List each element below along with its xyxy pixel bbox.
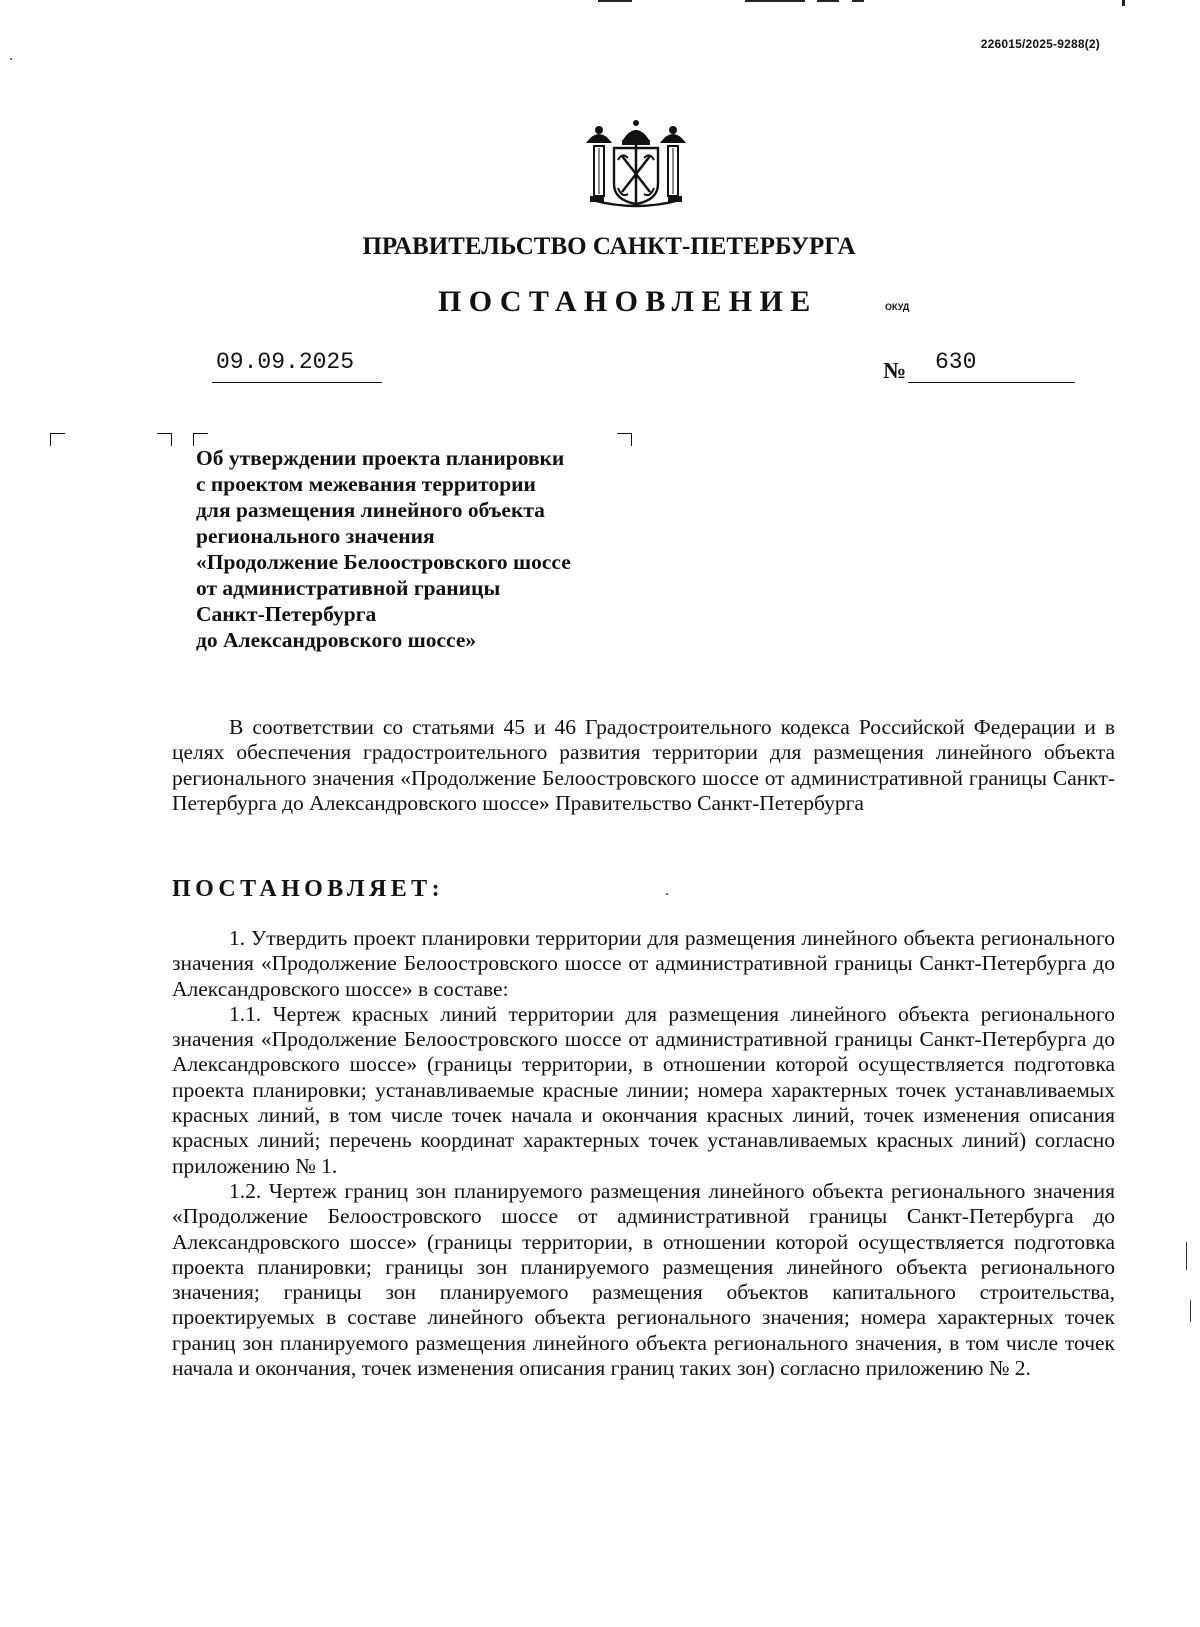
document-subject xyxy=(196,445,636,653)
scan-speck xyxy=(666,893,668,895)
reference-number: 226015/2025-9288(2) xyxy=(980,37,1100,51)
resolves-heading: ПОСТАНОВЛЯЕТ: xyxy=(172,876,444,902)
item-paragraph: 1.2. Чертеж границ зон планируемого размещения линейного объекта регионального значения «Продолжение Белоостровского шоссе от административной границы Санкт-Петербурга до Александровского шоссе» (границы территории, в отношении которой осуществляется подготовка проекта планировки; границы зон планируемого размещения линейного объекта регионального значения; границы зон планируемого размещения объектов капитального строительства, проектируемых в составе линейного объекта регионального значения; номера характерных точек границ зон планируемого размещения линейного объекта регионального значения, в том числе точек начала и окончания, точек изменения описания границ таких зон) согласно приложению № 2. xyxy=(172,1178,1115,1381)
scan-speck xyxy=(10,58,12,60)
subject-line: для размещения линейного объекта xyxy=(196,498,545,522)
item-paragraph: 1. Утвердить проект планировки территории для размещения линейного объекта регионального значения «Продолжение Белоостровского шоссе от административной границы Санкт-Петербурга до Александровского шоссе» в составе: xyxy=(172,926,1115,1001)
scan-mark xyxy=(598,0,632,2)
number-sign: № xyxy=(883,358,907,383)
date-underline xyxy=(212,382,382,383)
subject-line: с проектом межевания территории xyxy=(196,472,536,496)
scan-mark xyxy=(1122,0,1125,6)
document-number: 630 xyxy=(935,349,977,375)
scan-mark xyxy=(745,0,805,2)
subject-line: до Александровского шоссе» xyxy=(196,628,477,652)
item-paragraph: 1.1. Чертеж красных линий территории для размещения линейного объекта регионального значения «Продолжение Белоостровского шоссе от административной границы Санкт-Петербурга до Александровского шоссе» (границы территории, в отношении которой осуществляется подготовка проекта планировки; устанавливаемые красные линии; номера характерных точек устанавливаемых красных линий, в том числе точек начала и окончания красных линий, точек изменения описания красных линий; перечень координат характерных точек устанавливаемых красных линий) согласно приложению № 1. xyxy=(172,1001,1115,1178)
scan-mark xyxy=(852,0,864,2)
subject-line: от административной границы xyxy=(196,576,501,600)
subject-line: Об утверждении проекта планировки xyxy=(196,446,565,470)
okud-label: ОКУД xyxy=(885,302,910,312)
corner-bracket xyxy=(157,433,172,446)
scan-speck xyxy=(1186,1242,1187,1270)
document-type: ПОСТАНОВЛЕНИЕ xyxy=(438,285,818,318)
preamble-paragraph: В соответствии со статьями 45 и 46 Градостроительного кодекса Российской Федерации и в целях обеспечения градостроительного развития территории для размещения линейного объекта регионального значения «Продолжение Белоостровского шоссе от административной границы Санкт-Петербурга до Александровского шоссе» Правительство Санкт-Петербурга xyxy=(172,715,1115,815)
coat-of-arms-icon xyxy=(584,118,688,210)
scan-mark xyxy=(817,0,839,2)
government-title: ПРАВИТЕЛЬСТВО САНКТ-ПЕТЕРБУРГА xyxy=(362,233,856,260)
items-block xyxy=(172,926,1115,1381)
subject-line: «Продолжение Белоостровского шоссе xyxy=(196,550,571,574)
number-underline xyxy=(908,382,1075,383)
subject-line: регионального значения xyxy=(196,524,435,548)
scan-speck xyxy=(1190,1300,1191,1322)
corner-bracket xyxy=(50,433,65,446)
subject-line: Санкт-Петербурга xyxy=(196,602,377,626)
preamble-block xyxy=(172,715,1115,816)
document-date: 09.09.2025 xyxy=(216,349,355,375)
